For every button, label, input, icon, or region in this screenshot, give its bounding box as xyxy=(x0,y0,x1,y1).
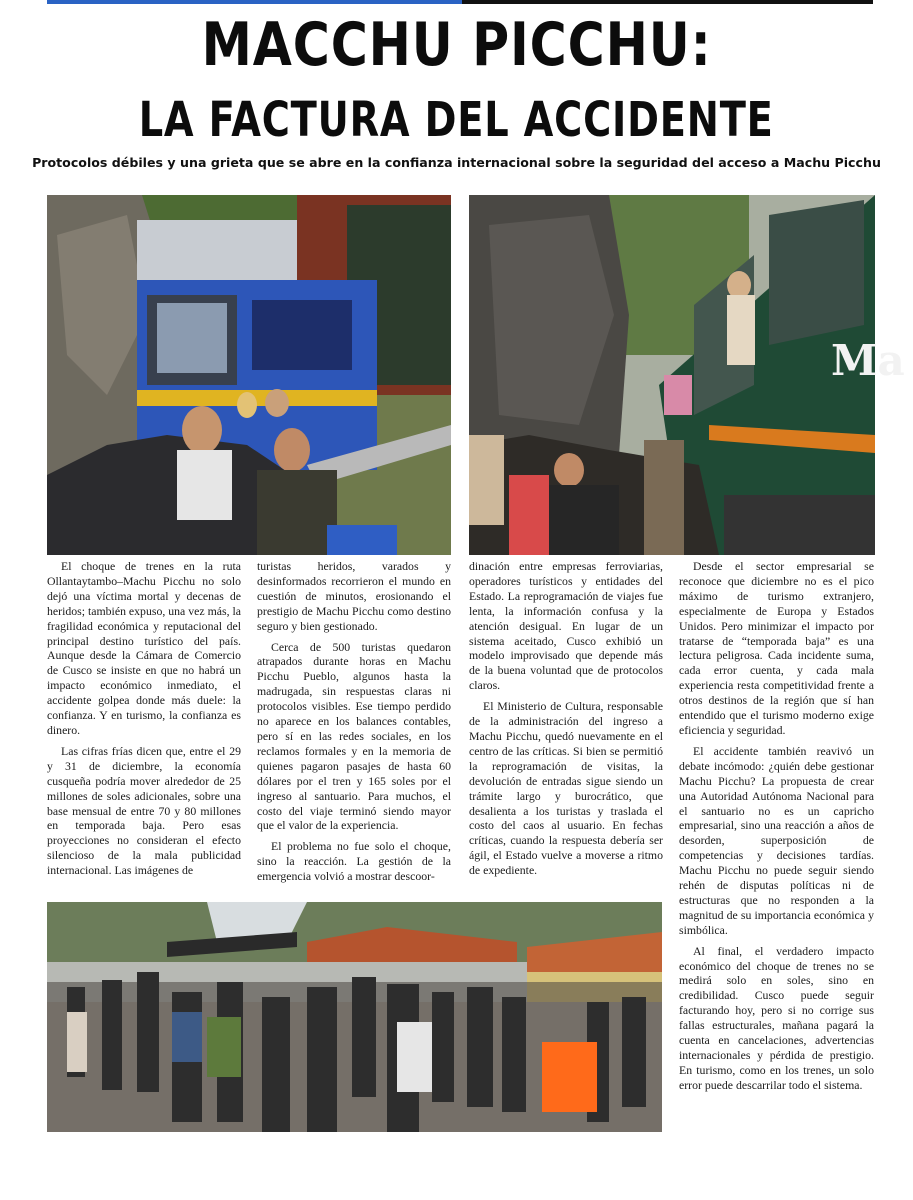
paragraph: Desde el sector empresarial se reconoce que diciembre no es el pico máximo de turismo extranjero, especialmente de Europa y Estados Unidos. Pero minimizar el impacto por tratarse de “temporada baja” es una lectura peligrosa. Cada incidente suma, cada error cuenta, y cada mala experiencia resta competitividad frente a otros destinos de la región que sí han entendido que el turismo moderno exige eficiencia y seguridad. xyxy=(679,559,874,737)
train-lettering: Ma xyxy=(831,336,905,385)
subheadline: Protocolos débiles y una grieta que se abre en la confianza internacional sobre la seguridad del acceso a Machu Picchu xyxy=(32,155,881,170)
photo-crashed-train xyxy=(47,195,451,555)
paragraph: turistas heridos, varados y desinformados recorrieron el mundo en cuestión de minutos, erosionando el prestigio de Machu Picchu como destino seguro y bien gestionado. xyxy=(257,559,451,633)
photo-station-crowd xyxy=(47,902,662,1132)
article-column-3 xyxy=(469,559,663,884)
paragraph: El choque de trenes en la ruta Ollantaytambo–Machu Picchu no solo dejó una víctima mortal y decenas de heridos; también expuso, una vez más, la fragilidad económica y reputacional del principal destino turístico del país. Aunque desde la Cámara de Comercio de Cusco se insiste en que no habrá un impacto económico inmediato, el accidente golpea donde más duele: la confianza. Y en turismo, la confianza es dinero. xyxy=(47,559,241,737)
article-column-4 xyxy=(679,559,874,1099)
headline-line-1: MACCHU PICCHU: xyxy=(201,10,712,80)
photo-train-evacuation xyxy=(469,195,905,555)
top-rule-accent xyxy=(47,0,462,4)
train-roof-debris xyxy=(137,220,297,280)
orange-vest-worker xyxy=(542,1042,597,1112)
paragraph: dinación entre empresas ferroviarias, operadores turísticos y entidades del Estado. La reprogramación de viajes fue lenta, la información confusa y la atención desigual. En lugar de un sistema aceitado, Cusco exhibió un modelo improvisado que depende más de la buena voluntad que de protocolos claros. xyxy=(469,559,663,693)
paragraph: El problema no fue solo el choque, sino la reacción. La gestión de la emergencia volvió a mostrar descoor- xyxy=(257,839,451,884)
paragraph: Las cifras frías dicen que, entre el 29 y 31 de diciembre, la economía cusqueña podría mover alrededor de 25 millones de soles adicionales, sobre una base mensual de entre 70 y 80 millones en temporada baja. Pero esas proyecciones no consideran el efecto silencioso de la mala publicidad internacional. Las imágenes de xyxy=(47,743,241,878)
paragraph: Cerca de 500 turistas quedaron atrapados durante horas en Machu Picchu Pueblo, algunos hasta la madrugada, sin respuestas claras ni protocolos visibles. Ese tiempo perdido no aparece en los balances contables, pero sí en las redes sociales, en los reclamos formales y en la memoria de quienes pagaron pasajes de hasta 60 dólares por el tren y 165 soles por el ingreso al santuario. Para muchos, el costo del viaje terminó siendo mayor que el valor de la experiencia. xyxy=(257,639,451,833)
headline-line-2: LA FACTURA DEL ACCIDENTE xyxy=(139,92,774,148)
paragraph: Al final, el verdadero impacto económico del choque de trenes no se medirá solo en soles, sino en credibilidad. Cusco puede seguir facturando hoy, pero si no corrige sus fallas estructurales, mañana pagará la cuenta en cancelaciones, advertencias internacionales y pérdida de prestigio. En turismo, como en los trenes, un solo error puede descarrilar todo el sistema. xyxy=(679,943,874,1092)
top-rule xyxy=(47,0,873,4)
article-column-1 xyxy=(47,559,241,884)
paragraph: El Ministerio de Cultura, responsable de la administración del ingreso a Machu Picchu, quedó nuevamente en el centro de las críticas. Si bien se permitió la reprogramación de visitas, la devolución de entradas sigue siendo un trámite largo y burocrático, que desalienta a los turistas y traslada el costo del caos al usuario. En fechas críticas, cuando la respuesta debería ser ágil, el Estado vuelve a moverse a ritmo de expediente. xyxy=(469,699,663,878)
article-column-2 xyxy=(257,559,451,890)
paragraph: El accidente también reavivó un debate incómodo: ¿quién debe gestionar Machu Picchu? La propuesta de crear una Autoridad Autónoma Nacional para el santuario no es un capricho empresarial, sino una reacción a años de desorden, superposición de competencias y decisiones tardías. Machu Picchu no puede seguir siendo rehén de disputas políticas ni de estructuras que no responden a la magnitud de su importancia económica y simbólica. xyxy=(679,743,874,937)
